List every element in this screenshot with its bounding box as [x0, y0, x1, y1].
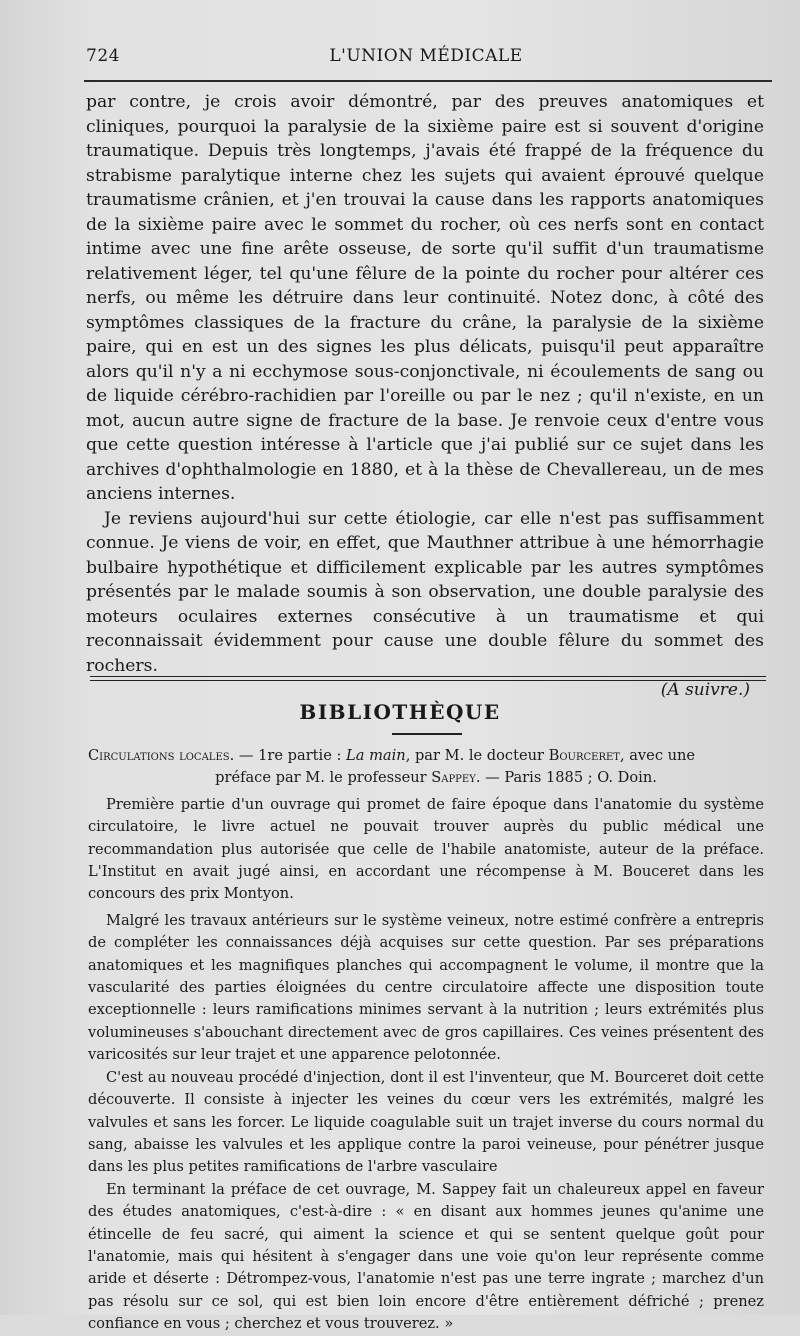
part-label: 1re partie : [258, 747, 347, 764]
part-title: La main [346, 747, 406, 764]
author-name: Bourceret [548, 747, 620, 764]
article-text [86, 90, 764, 703]
book-reference-line2: préface par M. le professeur Sappey. — Paris 1885 ; O. Doin. [215, 769, 657, 787]
header-rule [84, 80, 772, 82]
to-be-continued: (A suivre.) [660, 680, 750, 700]
article-paragraph: Je reviens aujourd'hui sur cette étiologie, car elle n'est pas suffisamment connue. Je viens de voir, en effet, que Mauthner attribue à une hémorrhagie bulbaire hypothétique et difficilement explicable par les autres symptômes présentés par le malade soumis à son observation, une double paralysie des moteurs oculaires externes consécutive à un traumatisme et qui reconnaissait évidemment pour cause une double fêlure du sommet des rochers. [86, 508, 764, 676]
review-paragraph: C'est au nouveau procédé d'injection, dont il est l'inventeur, que M. Bourceret doit cette découverte. Il consiste à injecter les veines du cœur vers les extrémités, malgré les valvules et sans les forcer. Le liquide coagulable suit un trajet inverse du cours normal du sang, abaisse les valvules et les applique contre la paroi veineuse, pour pénétrer jusque dans les plus petites ramifications de l'arbre vasculaire [88, 1068, 764, 1176]
journal-title: L'UNION MÉDICALE [329, 46, 523, 66]
preface-author: Sappey [431, 769, 476, 787]
review-paragraph: Malgré les travaux antérieurs sur le système veineux, notre estimé confrère a entrepris de compléter les connaissances déjà acquises sur cette question. Par ses préparations anatomiques et les magnifiques planches qui accompagnent le volume, il montre que la vascularité des parties éloignées du centre circulatoire affecte une disposition toute exceptionnelle : leurs ramifications minimes servant à la nutrition ; leurs extrémités plus volumineuses s'abouchant directement avec de gros capillaires. Ces veines présentent des varicosités sur leur trajet et une apparence pelotonnée. [88, 911, 764, 1064]
bibliotheque-section [88, 745, 764, 1336]
book-title: Circulations locales. [88, 747, 235, 764]
section-divider [90, 676, 766, 681]
page-header [86, 46, 766, 76]
review-paragraph: Première partie d'un ouvrage qui promet de faire époque dans l'anatomie du système circulatoire, le livre actuel ne pouvait trouver auprès du public médical une recommandation plus autorisée que celle de l'habile anatomiste, auteur de la préface. L'Institut en avait jugé ainsi, en accordant une récompense à M. Bouceret dans les concours des prix Montyon. [88, 795, 764, 903]
page-number: 724 [86, 46, 120, 66]
book-reference: Circulations locales. — 1re partie : La main, par M. le docteur Bourceret, avec une [88, 747, 696, 764]
article-paragraph: par contre, je crois avoir démontré, par des preuves anatomiques et cliniques, pourquoi la paralysie de la sixième paire est si souvent d'origine traumatique. Depuis très longtemps, j'avais été frappé de la fréquence du strabisme paralytique interne chez les sujets qui avaient éprouvé quelque traumatisme crânien, et j'en trouvai la cause dans les rapports anatomiques de la sixième paire avec le sommet du rocher, où ces nerfs sont en contact intime avec une fine arête osseuse, de sorte qu'il suffit d'un traumatisme relativement léger, tel qu'une fêlure de la pointe du rocher pour altérer ces nerfs, ou même les détruire dans leur continuité. Notez donc, à côté des symptômes classiques de la fracture du crâne, la paralysie de la sixième paire, qui en est un des signes les plus délicats, puisqu'il peut apparaître alors qu'il n'y a ni ecchymose sous-conjonctivale, ni écoulements de sang ou de liquide cérébro-rachidien par l'oreille ou par le nez ; qu'il n'existe, en un mot, aucun autre signe de fracture de la base. Je renvoie ceux d'entre vous que cette question intéresse à l'article que j'ai publié sur ce sujet dans les archives d'ophthalmologie en 1880, et à la thèse de Chevallereau, un de mes anciens internes. [86, 92, 764, 504]
title-underline [392, 733, 462, 735]
section-title: BIBLIOTHÈQUE [299, 700, 501, 724]
review-paragraph: En terminant la préface de cet ouvrage, M. Sappey fait un chaleureux appel en faveur des études anatomiques, c'est-à-dire : « en disant aux hommes jeunes qu'anime une étincelle de feu sacré, qui aiment la science et qui se sentent quelque goût pour l'anatomie, mais qui hésitent à s'engager dans une voie qu'on leur représente comme aride et déserte : Détrompez-vous, l'anatomie n'est pas une terre ingrate ; marchez d'un pas résolu sur ce sol, qui est bien loin encore d'être entièrement défriché ; prenez confiance en vous ; cherchez et vous trouverez. » [88, 1180, 764, 1333]
